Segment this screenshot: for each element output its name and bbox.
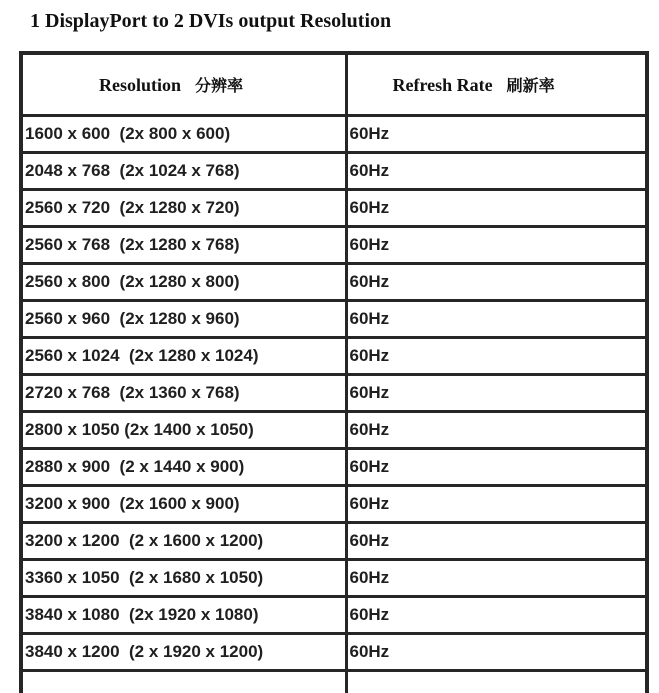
- resolution-cell: 2800 x 1050 (2x 1400 x 1050): [21, 412, 346, 449]
- table-row: [21, 116, 647, 153]
- table-row: [21, 153, 647, 190]
- refresh-rate-column-header: [346, 53, 647, 116]
- resolution-cell: 2720 x 768 (2x 1360 x 768): [21, 375, 346, 412]
- resolution-cell: 2880 x 900 (2 x 1440 x 900): [21, 449, 346, 486]
- page-title: 1 DisplayPort to 2 DVIs output Resolution: [30, 10, 392, 32]
- refresh-rate-cell: 60Hz: [346, 412, 647, 449]
- table-row: [21, 412, 647, 449]
- refresh-rate-header-chinese: 刷新率: [506, 78, 555, 95]
- table-row: [21, 338, 647, 375]
- resolution-cell: 1600 x 600 (2x 800 x 600): [21, 116, 346, 153]
- table-row: [21, 523, 647, 560]
- table-row: [21, 301, 647, 338]
- table-row: [21, 227, 647, 264]
- table-row-empty: [21, 671, 647, 693]
- resolution-cell: 2560 x 800 (2x 1280 x 800): [21, 264, 346, 301]
- resolution-cell: 2560 x 768 (2x 1280 x 768): [21, 227, 346, 264]
- resolution-cell: 3200 x 900 (2x 1600 x 900): [21, 486, 346, 523]
- refresh-rate-cell: 60Hz: [346, 338, 647, 375]
- refresh-rate-cell: 60Hz: [346, 375, 647, 412]
- resolution-table: [19, 51, 649, 693]
- resolution-cell: 3200 x 1200 (2 x 1600 x 1200): [21, 523, 346, 560]
- table-row: [21, 486, 647, 523]
- resolution-cell: 2560 x 960 (2x 1280 x 960): [21, 301, 346, 338]
- resolution-cell: 3840 x 1080 (2x 1920 x 1080): [21, 597, 346, 634]
- refresh-rate-cell: 60Hz: [346, 301, 647, 338]
- refresh-rate-cell: 60Hz: [346, 153, 647, 190]
- refresh-rate-cell: 60Hz: [346, 227, 647, 264]
- resolution-column-header: [21, 53, 346, 116]
- header-row: [21, 53, 647, 116]
- resolution-header-english: Resolution: [99, 75, 182, 95]
- table-row: [21, 375, 647, 412]
- refresh-rate-cell: 60Hz: [346, 264, 647, 301]
- table-row: [21, 634, 647, 671]
- table-row: [21, 597, 647, 634]
- resolution-cell: 3360 x 1050 (2 x 1680 x 1050): [21, 560, 346, 597]
- refresh-rate-cell: 60Hz: [346, 560, 647, 597]
- refresh-rate-cell: 60Hz: [346, 190, 647, 227]
- resolution-cell: 3840 x 1200 (2 x 1920 x 1200): [21, 634, 346, 671]
- table-row: [21, 190, 647, 227]
- resolution-header-chinese: 分辨率: [195, 78, 244, 95]
- table-row: [21, 449, 647, 486]
- refresh-rate-cell: 60Hz: [346, 116, 647, 153]
- refresh-rate-cell: 60Hz: [346, 523, 647, 560]
- refresh-rate-cell: [346, 671, 647, 693]
- resolution-cell: 2560 x 1024 (2x 1280 x 1024): [21, 338, 346, 375]
- refresh-rate-cell: 60Hz: [346, 597, 647, 634]
- refresh-rate-cell: 60Hz: [346, 486, 647, 523]
- resolution-cell: [21, 671, 346, 693]
- table-row: [21, 560, 647, 597]
- resolution-cell: 2560 x 720 (2x 1280 x 720): [21, 190, 346, 227]
- table-row: [21, 264, 647, 301]
- refresh-rate-cell: 60Hz: [346, 449, 647, 486]
- refresh-rate-cell: 60Hz: [346, 634, 647, 671]
- resolution-cell: 2048 x 768 (2x 1024 x 768): [21, 153, 346, 190]
- refresh-rate-header-english: Refresh Rate: [392, 75, 493, 95]
